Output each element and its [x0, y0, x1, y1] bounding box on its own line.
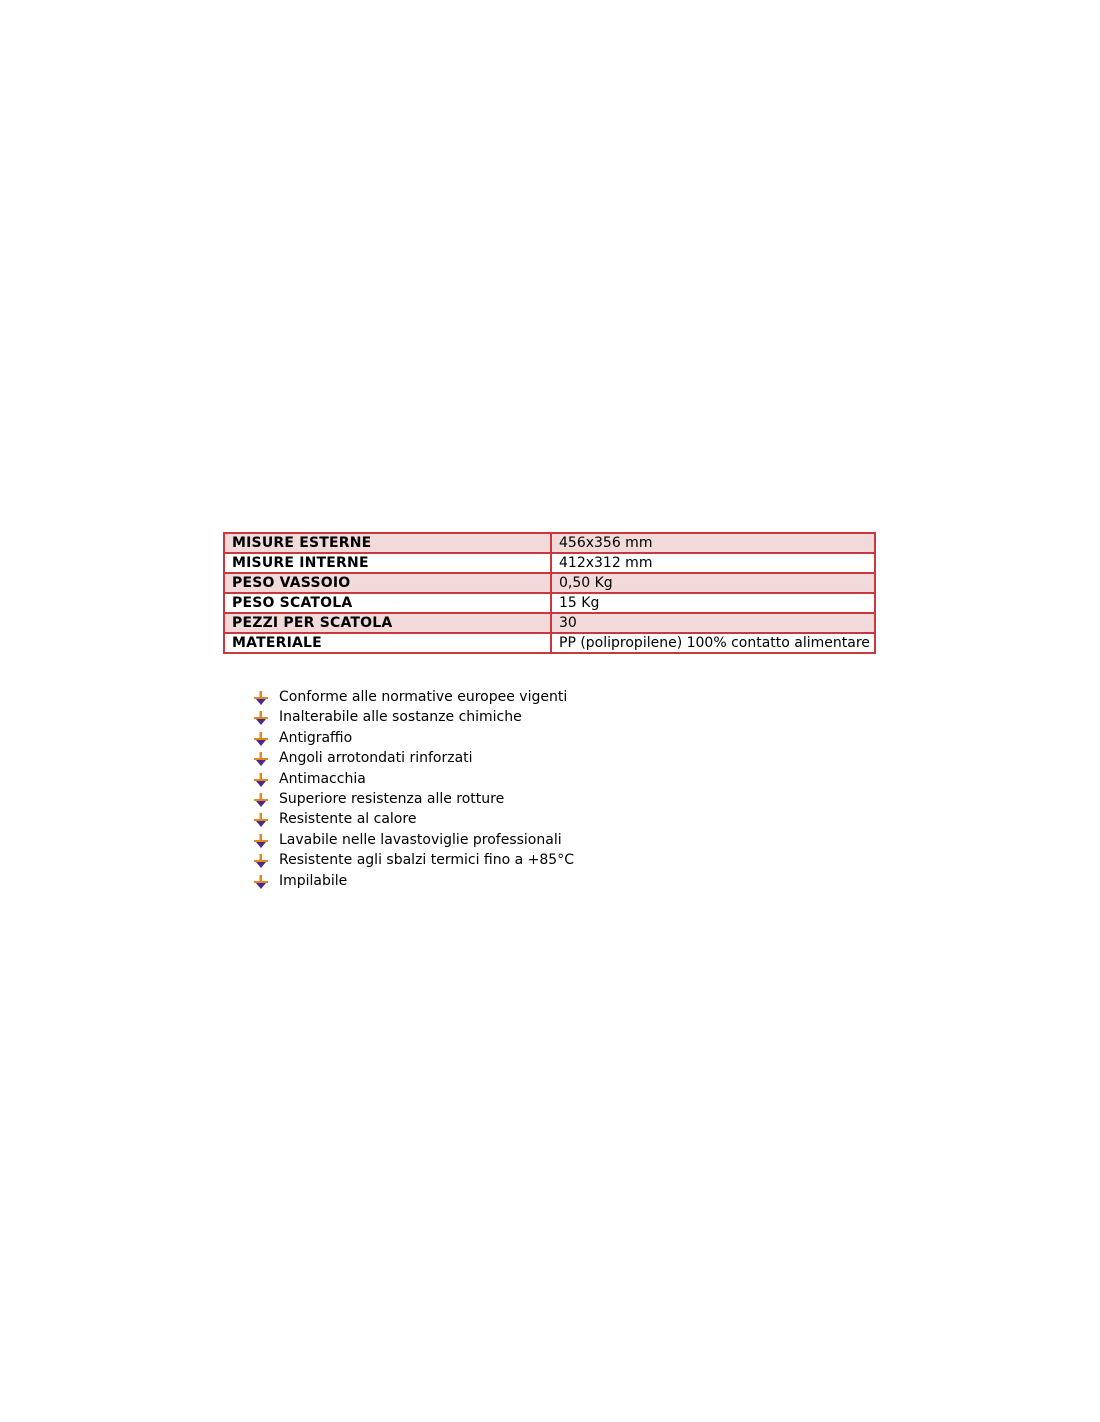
down-arrow-bullet-icon [253, 752, 269, 766]
table-row [224, 573, 875, 593]
list-item [253, 789, 574, 809]
table-row [224, 633, 875, 653]
spec-label: PEZZI PER SCATOLA [224, 613, 551, 633]
list-item [253, 728, 574, 748]
feature-text: Resistente al calore [279, 811, 417, 828]
down-arrow-bullet-icon [253, 711, 269, 725]
spec-label: MATERIALE [224, 633, 551, 653]
list-item [253, 871, 574, 891]
list-item [253, 687, 574, 707]
table-row [224, 533, 875, 553]
feature-text: Conforme alle normative europee vigenti [279, 689, 568, 705]
spec-value: 0,50 Kg [551, 573, 875, 593]
spec-label: MISURE INTERNE [224, 553, 551, 573]
spec-value: 412x312 mm [551, 553, 875, 573]
down-arrow-bullet-icon [253, 875, 269, 889]
list-item [253, 707, 574, 727]
list-item [253, 850, 574, 870]
feature-text: Antigraffio [279, 729, 353, 746]
feature-text: Antimacchia [279, 770, 366, 787]
feature-text: Superiore resistenza alle rotture [279, 790, 505, 807]
spec-label: PESO VASSOIO [224, 573, 551, 593]
table-row [224, 593, 875, 613]
spec-value: 456x356 mm [551, 533, 875, 553]
list-item [253, 769, 574, 789]
spec-value: 30 [551, 613, 875, 633]
feature-list [253, 687, 574, 891]
specifications-table [223, 532, 876, 654]
down-arrow-bullet-icon [253, 773, 269, 787]
spec-value: 15 Kg [551, 593, 875, 613]
list-item [253, 748, 574, 768]
down-arrow-bullet-icon [253, 854, 269, 868]
feature-text: Lavabile nelle lavastoviglie professionali [279, 831, 562, 848]
spec-value: PP (polipropilene) 100% contatto alimentare [551, 633, 875, 653]
down-arrow-bullet-icon [253, 813, 269, 827]
down-arrow-bullet-icon [253, 732, 269, 746]
spec-label: MISURE ESTERNE [224, 533, 551, 553]
table-row [224, 613, 875, 633]
list-item [253, 830, 574, 850]
down-arrow-bullet-icon [253, 691, 269, 705]
feature-text: Resistente agli sbalzi termici fino a +85°C [279, 852, 574, 869]
table-row [224, 553, 875, 573]
feature-text: Impilabile [279, 872, 348, 889]
feature-text: Angoli arrotondati rinforzati [279, 750, 473, 767]
feature-text: Inalterabile alle sostanze chimiche [279, 709, 522, 726]
list-item [253, 809, 574, 829]
spec-label: PESO SCATOLA [224, 593, 551, 613]
down-arrow-bullet-icon [253, 834, 269, 848]
down-arrow-bullet-icon [253, 793, 269, 807]
